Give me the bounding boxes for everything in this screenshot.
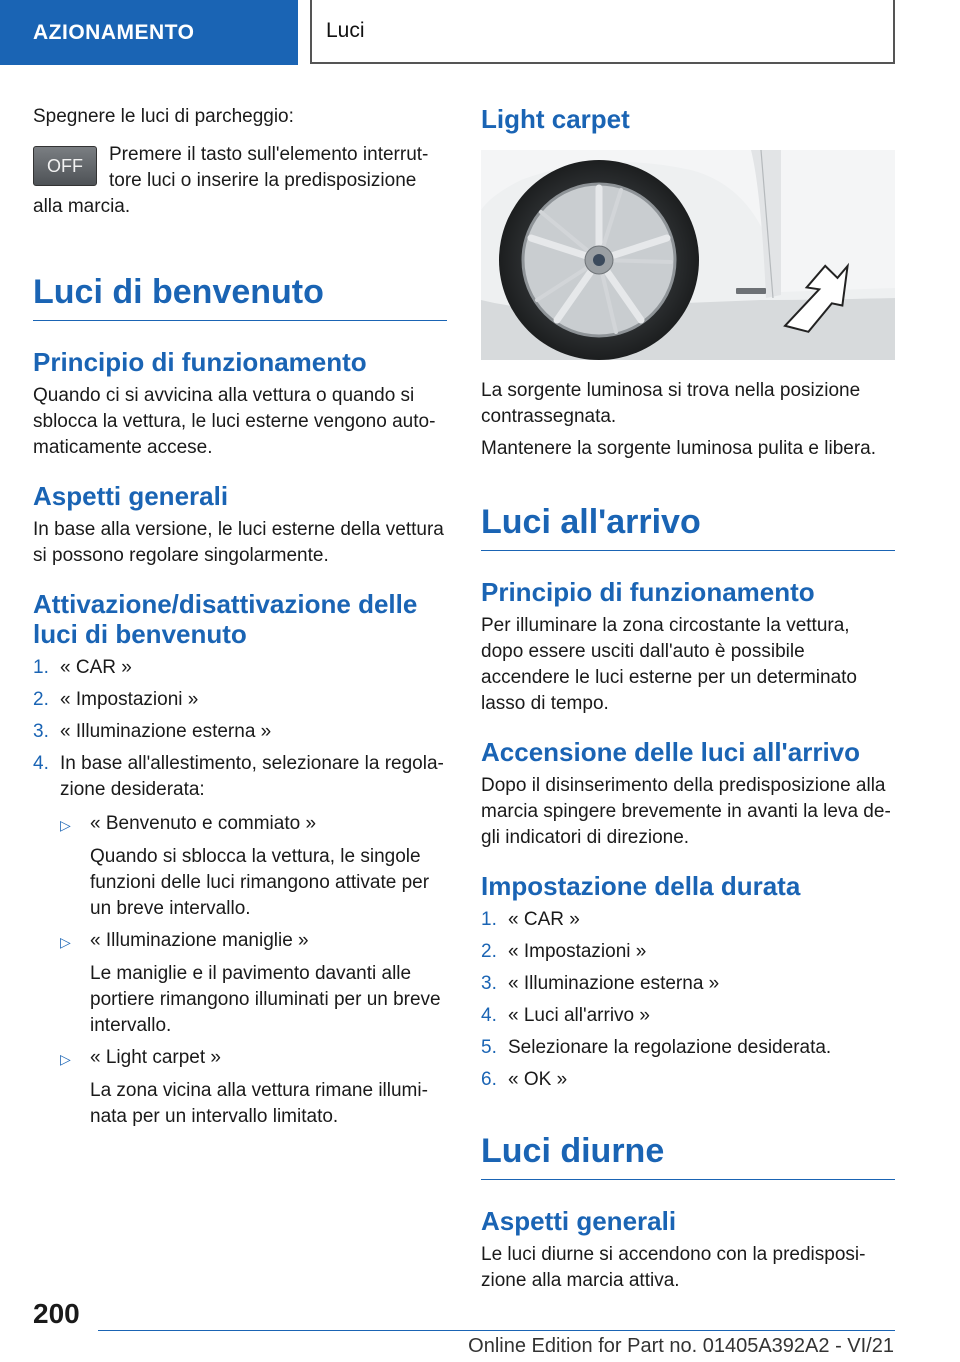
- option-label: « Benvenuto e commiato »: [90, 813, 317, 834]
- step-number: 6.: [481, 1069, 497, 1090]
- step-number: 4.: [481, 1005, 497, 1026]
- option-description: Le maniglie e il pavimento davanti alle portiere rimangono illuminati per un breve intervallo.: [90, 963, 441, 1036]
- list-item: [481, 1003, 895, 1029]
- page-number: 200: [33, 1298, 80, 1329]
- option-description: La zona vicina alla vettura rimane illuminata per un intervallo limitato.: [90, 1080, 428, 1127]
- step-number: 2.: [481, 941, 497, 962]
- heading-arrivo-principio: Principio di funzionamento: [481, 577, 815, 607]
- list-item: [481, 939, 895, 965]
- principio-text: Quando ci si avvicina alla vettura o quando si sblocca la vettura, le luci esterne vengono automaticamente accese.: [33, 385, 436, 458]
- triangle-bullet-icon: ▷: [60, 817, 71, 833]
- steps-list: [33, 655, 447, 803]
- step-number: 1.: [481, 909, 497, 930]
- option-description: Quando si sblocca la vettura, le singole funzioni delle luci rimangono attivate per un breve intervallo.: [90, 846, 430, 919]
- step-text: « Illuminazione esterna »: [60, 721, 272, 742]
- option-item: [60, 811, 447, 922]
- step-text: « Luci all'arrivo »: [508, 1005, 650, 1026]
- heading-diurne-aspetti: Aspetti generali: [481, 1206, 677, 1236]
- triangle-bullet-icon: ▷: [60, 934, 71, 950]
- heading-attivazione: Attivazione/disattivazione delle luci di benvenuto: [33, 589, 418, 649]
- heading-luci-arrivo: Luci all'arrivo: [481, 502, 895, 551]
- arrivo-principio-text: Per illuminare la zona circostante la vettura, dopo essere usciti dall'auto è possibile accendere le luci esterne per un determinato lasso di tempo.: [481, 615, 858, 714]
- intro-text: Spegnere le luci di parcheggio:: [33, 106, 294, 127]
- chapter-title: Luci: [326, 19, 365, 42]
- step-text: « Impostazioni »: [60, 689, 199, 710]
- option-label: « Light carpet »: [90, 1047, 221, 1068]
- step-text: « CAR »: [60, 657, 132, 678]
- option-item: [60, 1045, 447, 1130]
- step-text: « CAR »: [508, 909, 580, 930]
- section-label: AZIONAMENTO: [33, 20, 195, 44]
- aspetti-text: In base alla versione, le luci esterne della vettura si possono regolare singolarmente.: [33, 519, 444, 566]
- off-instruction: [33, 142, 447, 220]
- off-button-icon: [33, 146, 97, 186]
- off-text: Premere il tasto sull'elemento interruttore luci o inserire la predisposizione alla marcia.: [33, 144, 429, 217]
- list-item: [33, 719, 447, 745]
- step-text: « Illuminazione esterna »: [508, 973, 720, 994]
- step-number: 4.: [33, 753, 49, 774]
- list-item: [481, 1035, 895, 1061]
- accensione-text: Dopo il disinserimento della predisposizione alla marcia spingere brevemente in avanti la leva degli indicatori di direzione.: [481, 775, 891, 848]
- list-item: [33, 655, 447, 681]
- list-item: [481, 907, 895, 933]
- diurne-text: Le luci diurne si accendono con la predisposizione alla marcia attiva.: [481, 1244, 866, 1291]
- step-number: 1.: [33, 657, 49, 678]
- step-text: « OK »: [508, 1069, 568, 1090]
- step-number: 3.: [33, 721, 49, 742]
- heading-luci-di-benvenuto: Luci di benvenuto: [33, 272, 447, 321]
- image-caption-position: La sorgente luminosa si trova nella posizione contrassegnata.: [481, 380, 861, 427]
- options-list: [60, 811, 447, 1130]
- list-item: [481, 971, 895, 997]
- footer-divider: [98, 1330, 895, 1331]
- left-column: [33, 100, 447, 1130]
- light-carpet-image: [481, 150, 895, 360]
- footer-edition: Online Edition for Part no. 01405A392A2 - VI/21: [468, 1335, 894, 1357]
- triangle-bullet-icon: ▷: [60, 1051, 71, 1067]
- heading-principio: Principio di funzionamento: [33, 347, 367, 377]
- heading-durata: Impostazione della durata: [481, 871, 801, 901]
- heading-accensione: Accensione delle luci all'arrivo: [481, 737, 861, 767]
- heading-light-carpet: Light carpet: [481, 104, 630, 134]
- heading-aspetti: Aspetti generali: [33, 481, 229, 511]
- step-number: 2.: [33, 689, 49, 710]
- list-item: [33, 751, 447, 803]
- option-item: [60, 928, 447, 1039]
- heading-luci-diurne: Luci diurne: [481, 1131, 895, 1180]
- list-item: [481, 1067, 895, 1093]
- chapter-title-box: [310, 0, 895, 64]
- section-tab: [0, 0, 298, 65]
- step-number: 5.: [481, 1037, 497, 1058]
- right-column: [481, 100, 895, 1294]
- off-button-label: OFF: [47, 155, 83, 176]
- image-caption-clean: Mantenere la sorgente luminosa pulita e libera.: [481, 438, 877, 459]
- option-label: « Illuminazione maniglie »: [90, 930, 309, 951]
- car-wheel-illustration: [481, 150, 895, 360]
- step-text: « Impostazioni »: [508, 941, 647, 962]
- step-text: Selezionare la regolazione desiderata.: [508, 1037, 832, 1058]
- step-number: 3.: [481, 973, 497, 994]
- durata-steps-list: [481, 907, 895, 1093]
- list-item: [33, 687, 447, 713]
- step-text: In base all'allestimento, selezionare la regolazione desiderata:: [60, 753, 444, 800]
